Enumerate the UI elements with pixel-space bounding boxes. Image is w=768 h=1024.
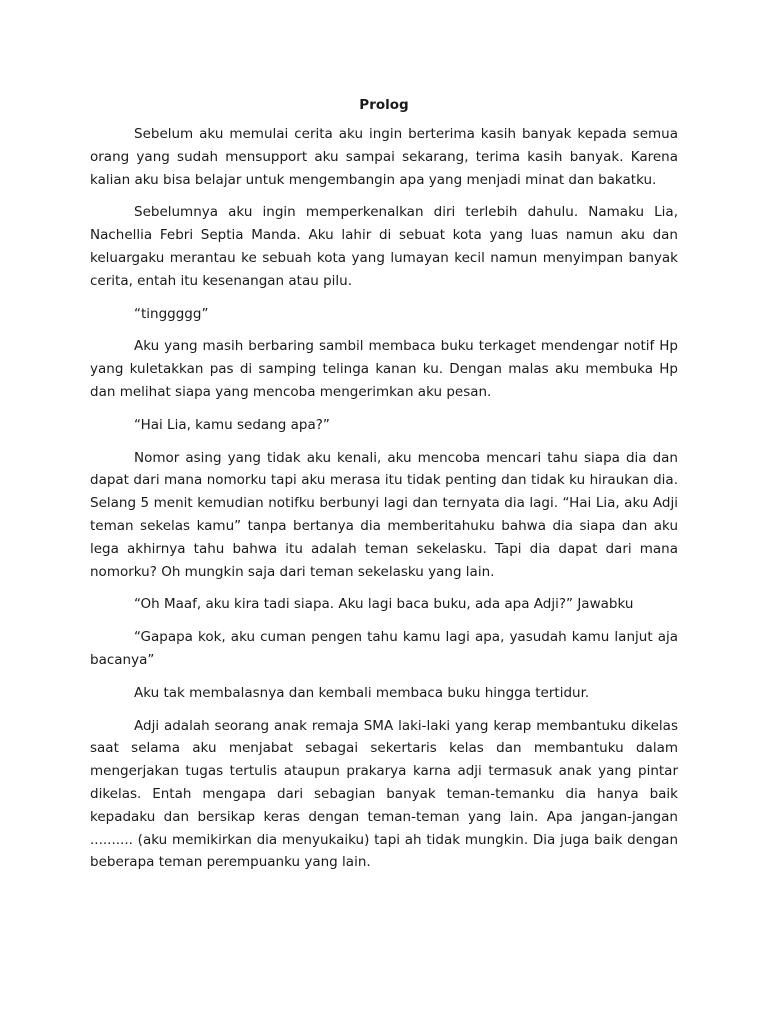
paragraph-introduction: Sebelumnya aku ingin memperkenalkan diri terlebih dahulu. Namaku Lia, Nachellia Febri Septia Manda. Aku lahir di sebuat kota yang luas namun aku dan keluargaku merantau ke sebuah kota yang lumayan kecil namun menyimpan banyak cerita, entah itu kesenangan atau pilu.	[90, 204, 678, 289]
document-page	[90, 94, 678, 884]
paragraph-first-message: “Hai Lia, kamu sedang apa?”	[134, 416, 330, 433]
paragraph-gratitude: Sebelum aku memulai cerita aku ingin berterima kasih banyak kepada semua orang yang sudah mensupport aku sampai sekarang, terima kasih banyak. Karena kalian aku bisa belajar untuk mengembangin apa yang menjadi minat dan bakatku.	[90, 126, 678, 188]
page-title: Prolog	[359, 97, 409, 113]
paragraph-reading-in-bed: Aku yang masih berbaring sambil membaca buku terkaget mendengar notif Hp yang kuletakkan pas di samping telinga kanan ku. Dengan malas aku membuka Hp dan melihat siapa yang mencoba mengerimkan aku pesan.	[90, 338, 678, 400]
paragraph-adji-reply: “Gapapa kok, aku cuman pengen tahu kamu lagi apa, yasudah kamu lanjut aja bacanya”	[90, 629, 678, 668]
paragraph-reply: “Oh Maaf, aku kira tadi siapa. Aku lagi baca buku, ada apa Adji?” Jawabku	[134, 596, 634, 613]
paragraph-notification-sound: “tinggggg”	[134, 305, 209, 322]
paragraph-fell-asleep: Aku tak membalasnya dan kembali membaca buku hingga tertidur.	[134, 684, 590, 701]
paragraph-about-adji: Adji adalah seorang anak remaja SMA laki-laki yang kerap membantuku dikelas saat selama aku menjabat sebagai sekertaris kelas dan membantuku dalam mengerjakan tugas tertulis ataupun prakarya karna adji termasuk anak yang pintar dikelas. Entah mengapa dari sebagian banyak teman-temanku dia hanya baik kepadaku dan bersikap keras dengan teman-teman yang lain. Apa jangan-jangan .......... (aku memikirkan dia menyukaiku) tapi ah tidak mungkin. Dia juga baik dengan beberapa teman perempuanku yang lain.	[90, 717, 678, 871]
paragraph-unknown-number: Nomor asing yang tidak aku kenali, aku mencoba mencari tahu siapa dia dan dapat dari mana nomorku tapi aku merasa itu tidak penting dan tidak ku hiraukan dia. Selang 5 menit kemudian notifku berbunyi lagi dan ternyata dia lagi. “Hai Lia, aku Adji teman sekelas kamu” tanpa bertanya dia memberitahuku bahwa dia siapa dan aku lega akhirnya tahu bahwa itu adalah teman sekelasku. Tapi dia dapat dari mana nomorku? Oh mungkin saja dari teman sekelasku yang lain.	[90, 449, 678, 580]
